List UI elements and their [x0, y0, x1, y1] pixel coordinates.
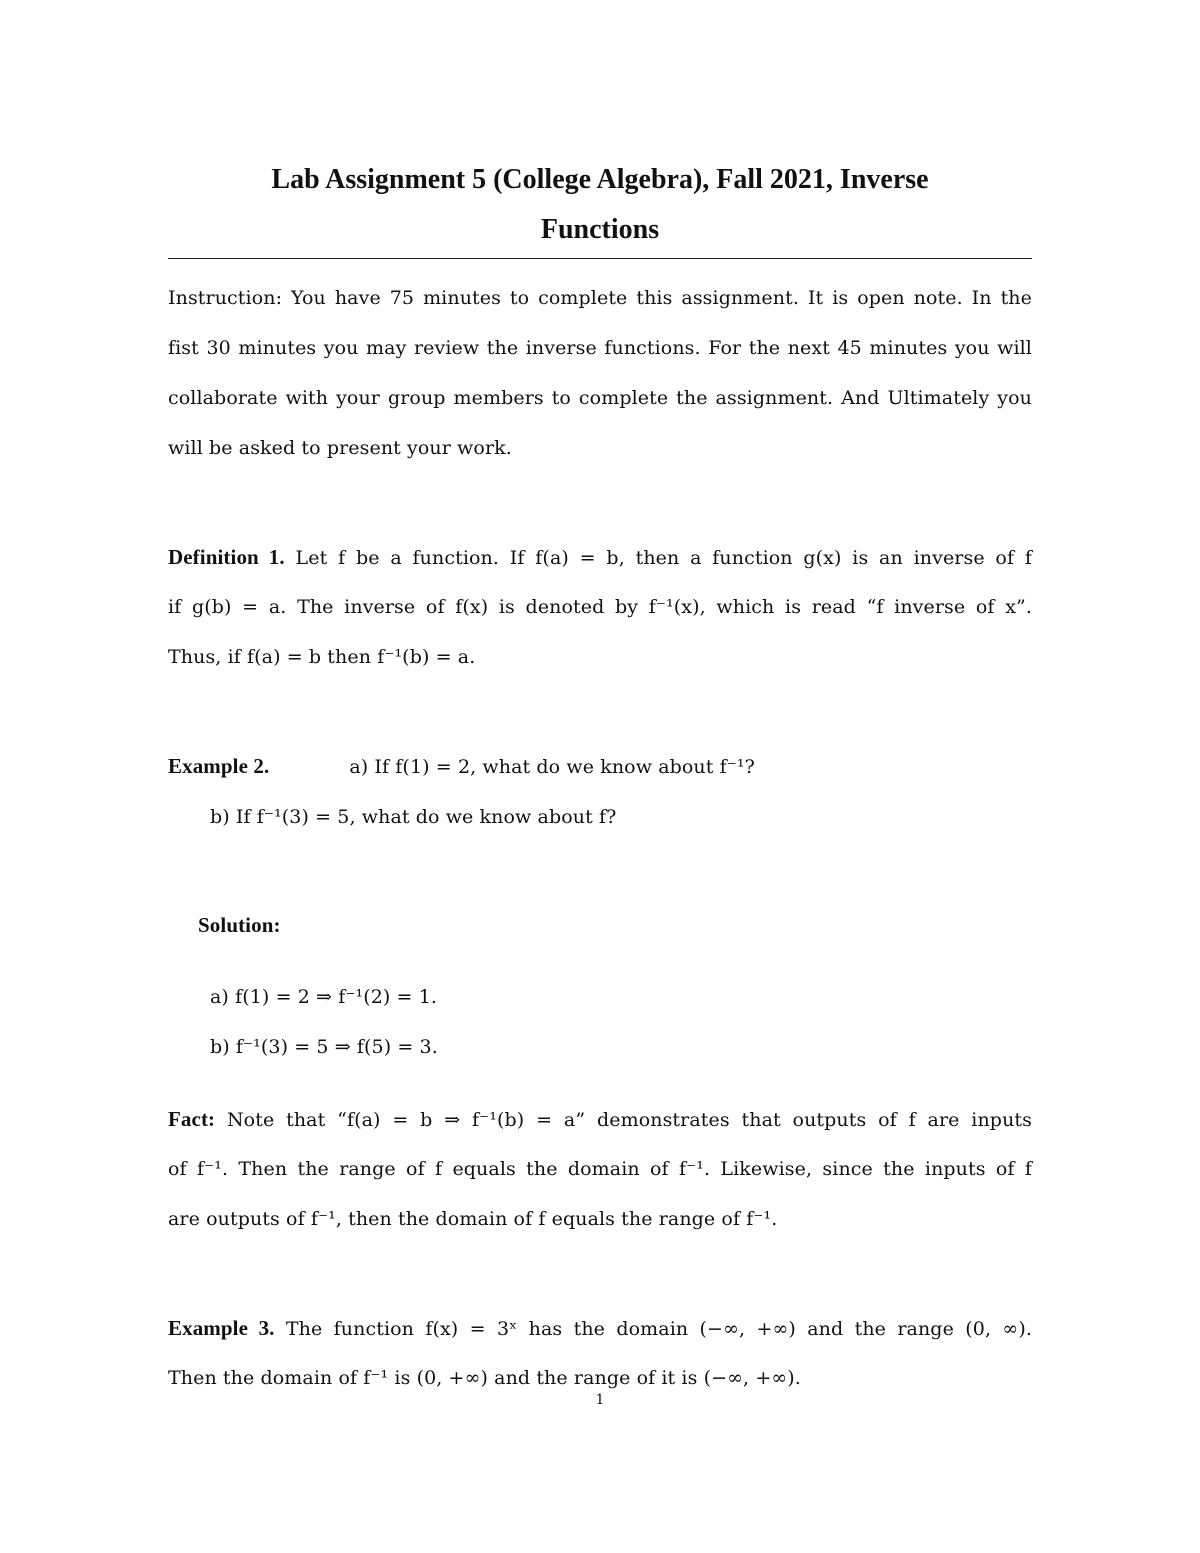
definition-line-1 [168, 543, 1032, 572]
title-line-2: Functions [540, 214, 660, 245]
fact-label: Fact: [168, 1107, 216, 1131]
instruction-line-1: Instruction: You have 75 minutes to complete this assignment. It is open note. In the [168, 287, 1032, 309]
example3-label: Example 3. [168, 1316, 275, 1340]
definition-label: Definition 1. [168, 545, 285, 569]
instruction-line-3: collaborate with your group members to complete the assignment. And Ultimately you [168, 387, 1032, 409]
definition-line-3: Thus, if f(a) = b then f⁻¹(b) = a. [168, 646, 476, 668]
example2-line-1 [168, 752, 1032, 781]
example3-line-1 [168, 1314, 1032, 1343]
document-title [168, 155, 1032, 255]
page-number: 1 [595, 1392, 605, 1408]
example2-part-a: a) If f(1) = 2, what do we know about f⁻¹? [349, 756, 755, 778]
fact-line-2: of f⁻¹. Then the range of f equals the domain of f⁻¹. Likewise, since the inputs of f [168, 1158, 1032, 1180]
example3-text-1: The function f(x) = 3ˣ has the domain (−∞, +∞) and the range (0, ∞). [285, 1318, 1032, 1340]
solution-b: b) f⁻¹(3) = 5 ⇒ f(5) = 3. [210, 1036, 438, 1058]
fact-text-1: Note that “f(a) = b ⇒ f⁻¹(b) = a” demonstrates that outputs of f are inputs [226, 1109, 1032, 1131]
definition-text-1: Let f be a function. If f(a) = b, then a function g(x) is an inverse of f [295, 547, 1032, 569]
example2-part-b: b) If f⁻¹(3) = 5, what do we know about f? [210, 806, 617, 828]
instruction-line-2: fist 30 minutes you may review the inverse functions. For the next 45 minutes you will [168, 337, 1032, 359]
title-line-1: Lab Assignment 5 (College Algebra), Fall 2021, Inverse [271, 164, 929, 195]
definition-line-2: if g(b) = a. The inverse of f(x) is denoted by f⁻¹(x), which is read “f inverse of x”. [168, 596, 1032, 618]
fact-line-3: are outputs of f⁻¹, then the domain of f equals the range of f⁻¹. [168, 1208, 778, 1230]
title-rule [168, 258, 1032, 259]
instruction-line-4: will be asked to present your work. [168, 437, 512, 459]
fact-line-1 [168, 1105, 1032, 1134]
solution-label: Solution: [198, 913, 281, 937]
example3-line-2: Then the domain of f⁻¹ is (0, +∞) and the range of it is (−∞, +∞). [168, 1367, 801, 1389]
solution-a: a) f(1) = 2 ⇒ f⁻¹(2) = 1. [210, 986, 438, 1008]
example2-label: Example 2. [168, 754, 270, 778]
solution-heading [198, 911, 1062, 940]
